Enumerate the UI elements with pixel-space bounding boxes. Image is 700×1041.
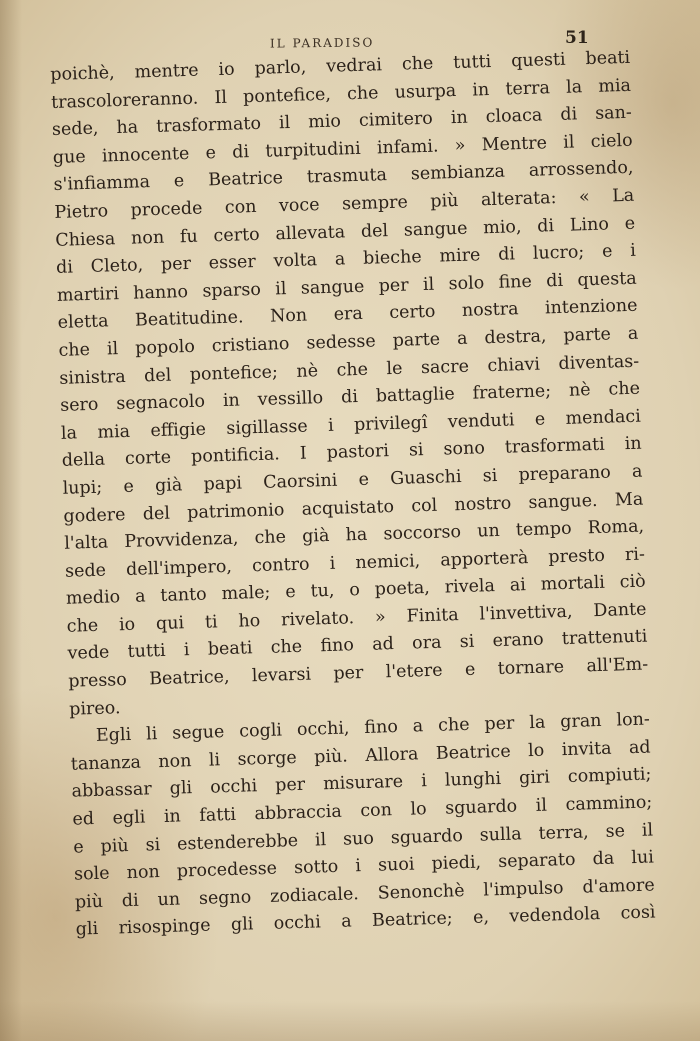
paragraph-start-line: Egli li segue cogli occhi, fino a che per la gran lon- [95,709,651,747]
text-line: martiri hanno sparso il sangue per il solo fine di questa [56,268,637,306]
text-line: e più si estenderebbe il suo sguardo sulla terra, se il [73,820,654,858]
page-number: 51 [565,28,589,48]
page-edge-shading [0,1001,700,1041]
text-line: lupi; e già papi Caorsini e Guaschi si preparano a [62,461,643,499]
text-line: sole non procedesse sotto i suoi piedi, separato da lui [73,847,655,885]
running-head: IL PARADISO [269,35,375,51]
text-line: sede dell'impero, contro i nemici, apporterà presto ri- [64,544,646,582]
text-line: di Cleto, per esser volta a bieche mire di lucro; e i [55,240,637,279]
text-line: sede, ha trasformato il mio cimitero in cloaca di san- [51,102,633,141]
spine-shadow [0,0,22,1041]
text-line: più di un segno zodiacale. Senonchè l'impulso d'amore [74,875,655,913]
text-line: abbassar gli occhi per misurare i lunghi giri compiuti; [71,764,652,803]
text-line: tananza non li scorge più. Allora Beatrice lo invita ad [70,737,651,775]
text-line: l'alta Provvidenza, che già ha soccorso un tempo Roma, [64,516,645,554]
body-text [50,45,656,945]
text-line: sinistra del pontefice; nè che le sacre chiavi diventas- [59,351,640,389]
text-line: poichè, mentre io parlo, vedrai che tutti questi beati [50,47,631,85]
text-line: presso Beatrice, levarsi per l'etere e tornare all'Em- [68,654,649,692]
text-line: gue innocente e di turpitudini infami. » Mentre il cielo [52,130,633,168]
text-line: ed egli in fatti abbraccia con lo sguardo il cammino; [72,792,653,830]
text-line: della corte pontificia. I pastori si sono trasformati in [61,433,642,472]
text-line: pireo. [68,697,121,720]
text-line: Pietro procede con voce sempre più alterata: « La [54,185,635,223]
text-line: gli risospinge gli occhi a Beatrice; e, vedendola così [75,902,656,941]
text-line: Chiesa non fu certo allevata del sangue mio, di Lino e [55,213,636,251]
text-line: vede tutti i beati che fino ad ora si erano trattenuti [67,627,648,665]
text-line: s'infiamma e Beatrice trasmuta sembianza arrossendo, [53,158,634,196]
text-line: eletta Beatitudine. Non era certo nostra intenzione [57,296,638,334]
text-line: sero segnacolo in vessillo di battaglie fraterne; nè che [59,378,641,416]
text-line: che io qui ti ho rivelato. » Finita l'invettiva, Dante [66,599,647,637]
text-line: godere del patrimonio acquistato col nostro sangue. Ma [63,489,644,527]
text-line: trascoloreranno. Il pontefice, che usurpa in terra la mia [50,75,632,113]
text-line: medio a tanto male; e tu, o poeta, rivela ai mortali ciò [65,571,646,610]
text-line: la mia effigie sigillasse i privilegî venduti e mendaci [60,406,642,444]
text-line: che il popolo cristiano sedesse parte a destra, parte a [58,323,639,361]
